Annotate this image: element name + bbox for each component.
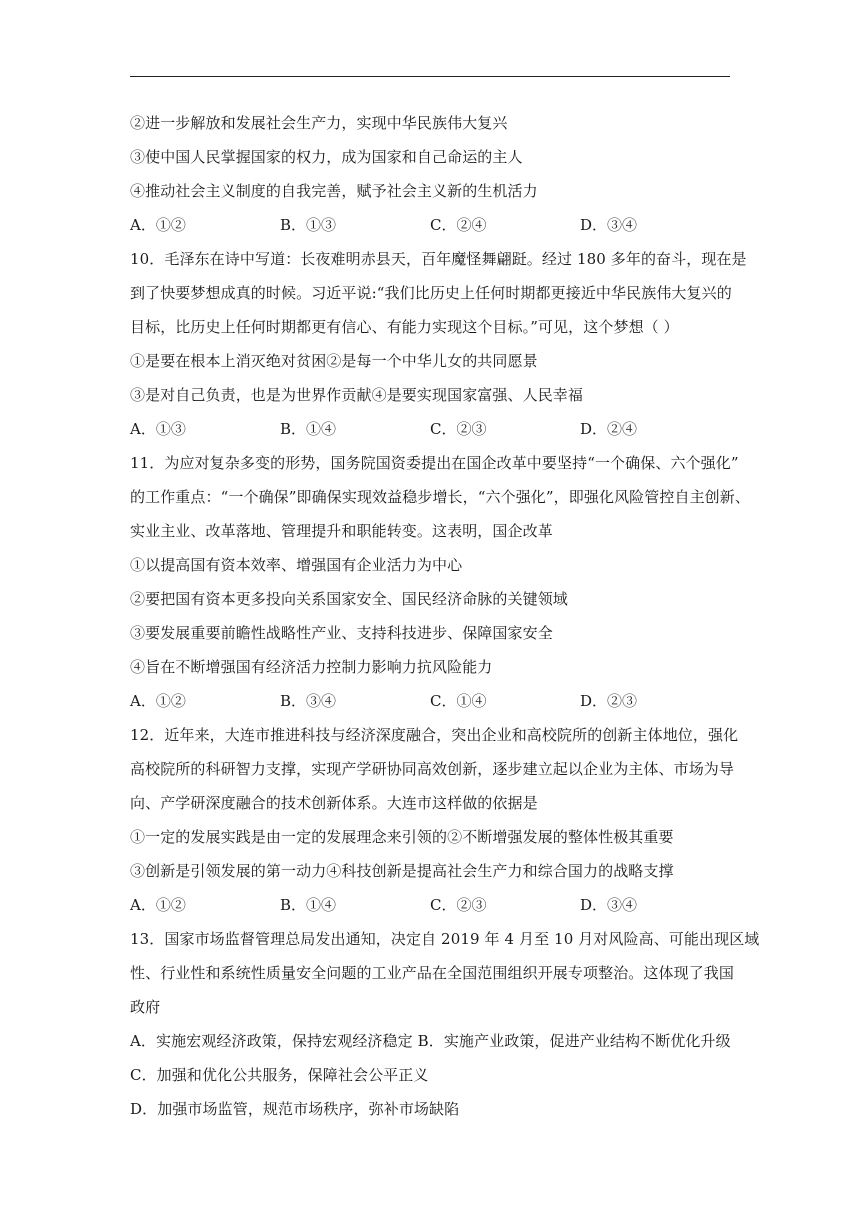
text-line: ①是要在根本上消灭绝对贫困②是每一个中华儿女的共同愿景 <box>130 352 538 370</box>
answer-option: C．②③ <box>430 896 487 914</box>
answer-option: C．②④ <box>430 216 487 234</box>
answer-option: A．①③ <box>130 420 186 438</box>
text-line: 到了快要梦想成真的时候。习近平说:“我们比历史上任何时期都更接近中华民族伟大复兴的 <box>130 284 732 302</box>
text-line: ③使中国人民掌握国家的权力，成为国家和自己命运的主人 <box>130 148 523 166</box>
text-line: ③要发展重要前瞻性战略性产业、支持科技进步、保障国家安全 <box>130 624 553 642</box>
text-line: 性、行业性和系统性质量安全问题的工业产品在全国范围组织开展专项整治。这体现了我国 <box>130 964 735 982</box>
answer-option: C．②③ <box>430 420 487 438</box>
text-line: ①一定的发展实践是由一定的发展理念来引领的②不断增强发展的整体性极其重要 <box>130 828 674 846</box>
answer-option: C．①④ <box>430 692 487 710</box>
text-line: ③是对自己负责，也是为世界作贡献④是要实现国家富强、人民幸福 <box>130 386 584 404</box>
answer-option: A．①② <box>130 692 186 710</box>
text-line: 13．国家市场监督管理总局发出通知，决定自 2019 年 4 月至 10 月对风险高、可能出现区域 <box>130 930 760 948</box>
answer-option: D．③④ <box>580 896 638 914</box>
answer-options-row <box>130 208 734 242</box>
answer-option: B．③④ <box>280 692 337 710</box>
text-line: ①以提高国有资本效率、增强国有企业活力为中心 <box>130 556 463 574</box>
text-line: D．加强市场监管，规范市场秩序，弥补市场缺陷 <box>130 1100 460 1118</box>
text-line: A．实施宏观经济政策，保持宏观经济稳定 B．实施产业政策，促进产业结构不断优化升级 <box>130 1032 731 1050</box>
text-line: 政府 <box>130 998 161 1016</box>
text-line: 向、产学研深度融合的技术创新体系。大连市这样做的依据是 <box>130 794 538 812</box>
text-line: ④旨在不断增强国有经济活力控制力影响力抗风险能力 <box>130 658 493 676</box>
text-line: 10．毛泽东在诗中写道：长夜难明赤县天，百年魔怪舞翩跹。经过 180 多年的奋斗，现在是 <box>130 250 747 268</box>
text-line: ②要把国有资本更多投向关系国家安全、国民经济命脉的关键领域 <box>130 590 568 608</box>
text-line: ②进一步解放和发展社会生产力，实现中华民族伟大复兴 <box>130 114 508 132</box>
text-line: ④推动社会主义制度的自我完善，赋予社会主义新的生机活力 <box>130 182 538 200</box>
answer-option: B．①③ <box>280 216 337 234</box>
text-line: 的工作重点：“一个确保”即确保实现效益稳步增长，“六个强化”，即强化风险管控自主创新、 <box>130 488 750 506</box>
answer-option: D．②③ <box>580 692 638 710</box>
answer-option: A．①② <box>130 896 186 914</box>
answer-option: D．③④ <box>580 216 638 234</box>
text-line: 12．近年来，大连市推进科技与经济深度融合，突出企业和高校院所的创新主体地位，强化 <box>130 726 739 744</box>
text-line: 高校院所的科研智力支撑，实现产学研协同高效创新，逐步建立起以企业为主体、市场为导 <box>130 760 735 778</box>
answer-options-row <box>130 684 734 718</box>
text-line: C．加强和优化公共服务，保障社会公平正义 <box>130 1066 429 1084</box>
text-line: ③创新是引领发展的第一动力④科技创新是提高社会生产力和综合国力的战略支撑 <box>130 862 674 880</box>
exam-page-content <box>130 106 760 1126</box>
answer-option: B．①④ <box>280 896 337 914</box>
text-line: 实业主业、改革落地、管理提升和职能转变。这表明，国企改革 <box>130 522 553 540</box>
header-rule <box>130 76 730 77</box>
answer-options-row <box>130 412 734 446</box>
answer-option: B．①④ <box>280 420 337 438</box>
answer-options-row <box>130 888 734 922</box>
answer-option: D．②④ <box>580 420 638 438</box>
answer-option: A．①② <box>130 216 186 234</box>
text-line: 11．为应对复杂多变的形势，国务院国资委提出在国企改革中要坚持“一个确保、六个强化” <box>130 454 739 472</box>
text-line: 目标，比历史上任何时期都更有信心、有能力实现这个目标。”可见，这个梦想（ ） <box>130 318 679 336</box>
